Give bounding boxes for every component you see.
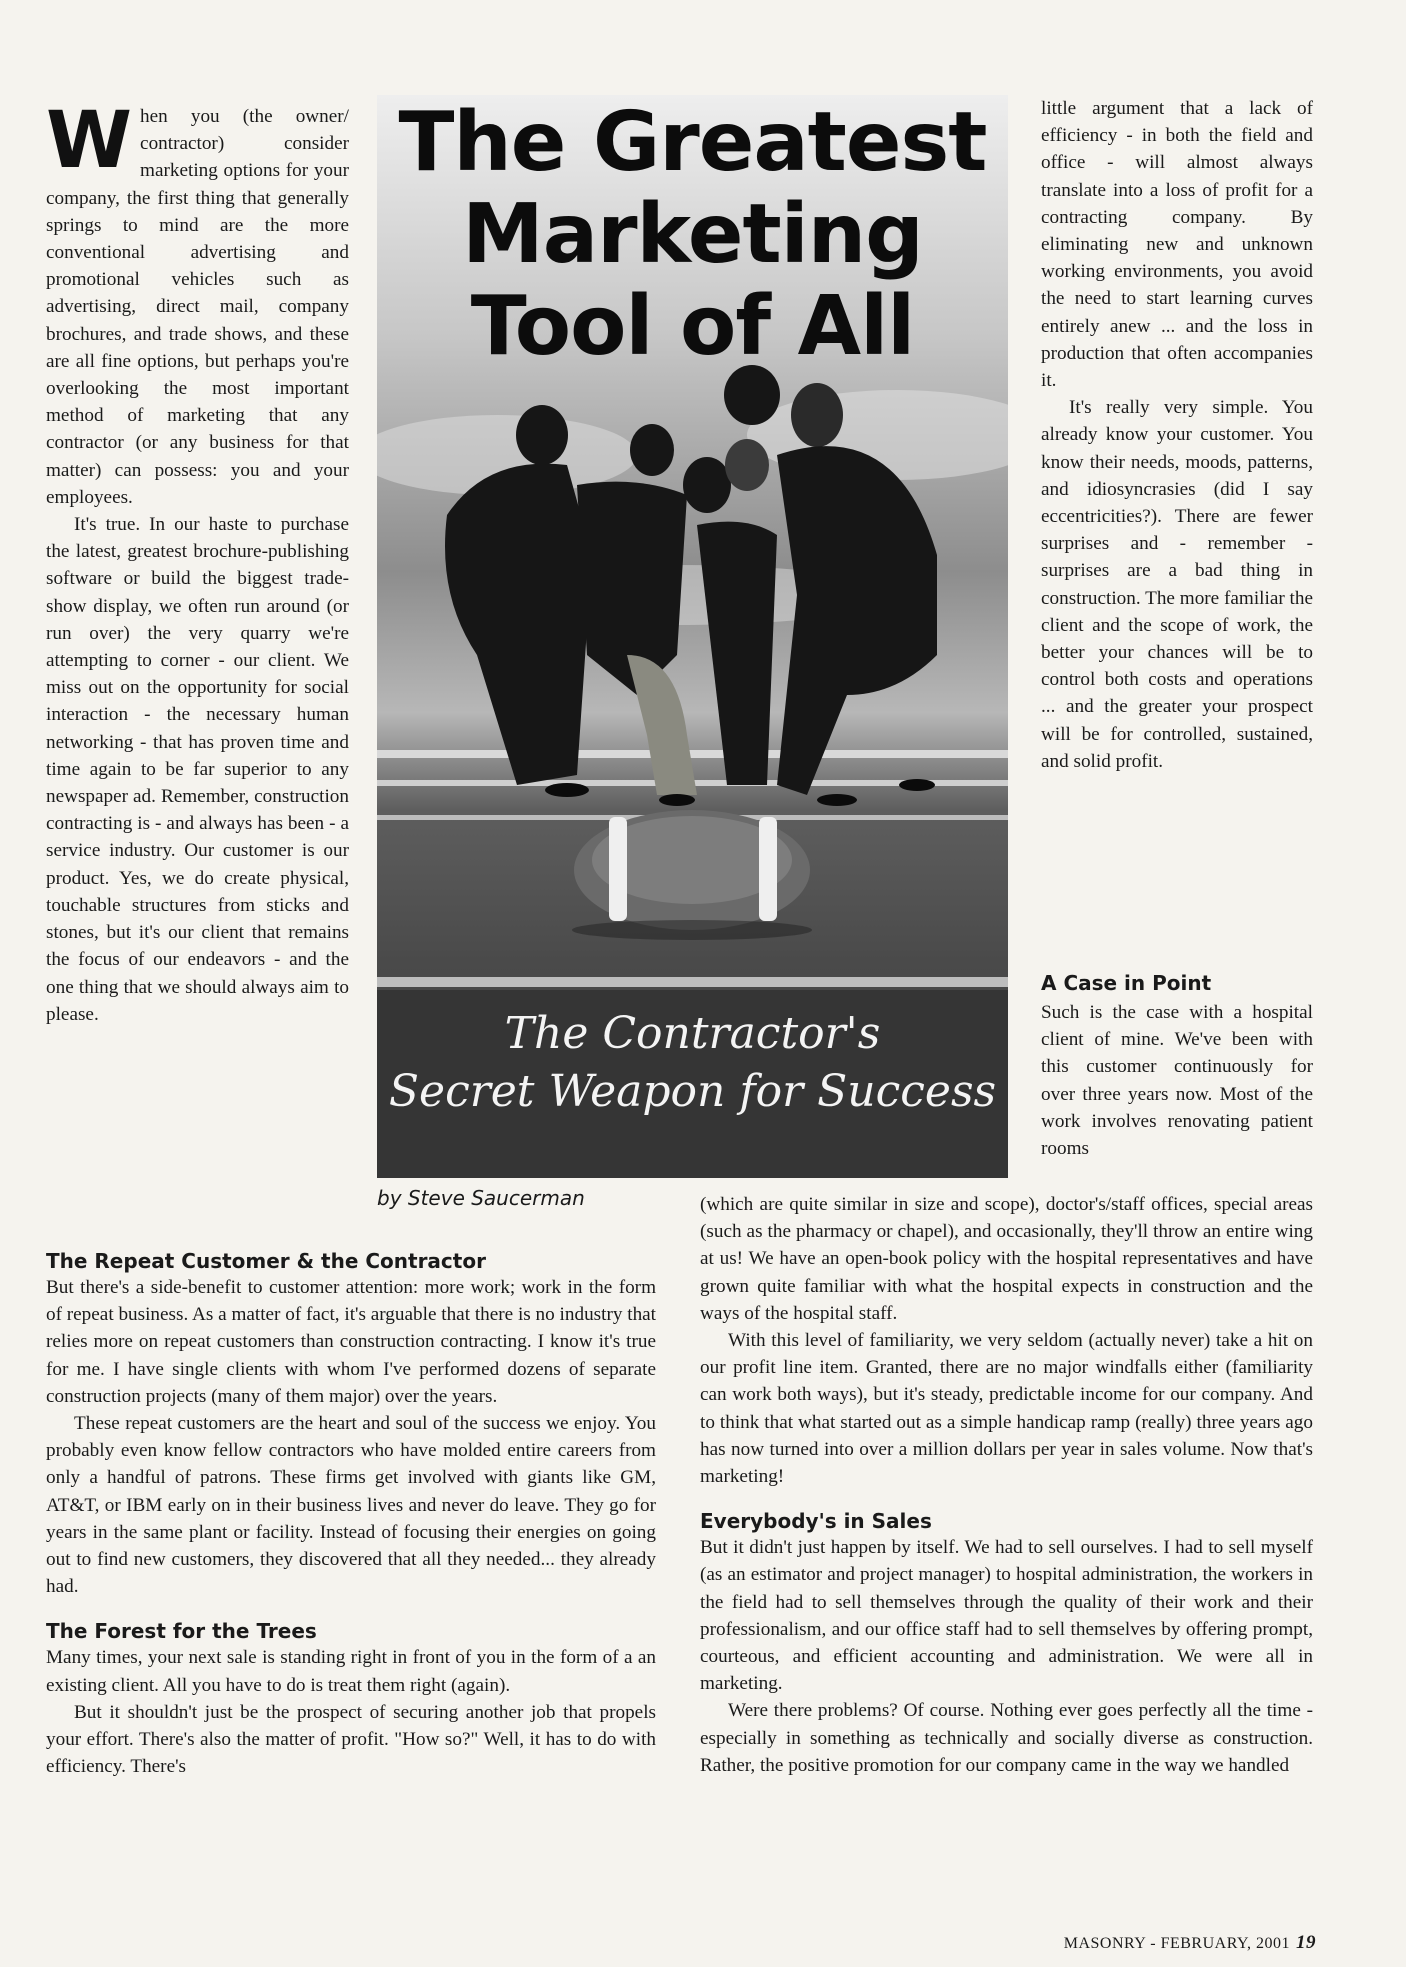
bottom-right-column — [700, 1191, 1313, 1779]
bottom-left-column — [46, 1248, 656, 1780]
bottom-right-paragraph-4: Were there problems? Of course. Nothing ever goes perfectly all the time - especially in something as technically and socially diverse as construction. Rather, the positive promotion for our company came in the way we handled — [700, 1700, 1313, 1776]
column-1-paragraph-2: It's true. In our haste to purchase the latest, greatest brochure-publishing software or build the biggest trade-show display, we often run around (or run over) the very quarry we're attempting to corner - our client. We miss out on the opportunity for social interaction - the necessary human networking - that has proven time and time again to be far superior to any newspaper ad. Remember, construction contracting is - and always has been - a service industry. Our customer is our product. Yes, we do create physical, touchable structures from sticks and stones, but it's our client that remains the focus of our endeavors - and the one thing that we should always aim to please. — [46, 514, 349, 1025]
page-number: 19 — [1296, 1932, 1316, 1953]
byline: by Steve Saucerman — [377, 1186, 585, 1210]
bottom-left-paragraph-2: These repeat customers are the heart and soul of the success we enjoy. You probably even know fellow contractors who have molded entire careers from only a handful of patrons. These firms get involved with giants like GM, AT&T, or IBM early on in their business lives and never do leave. They go for years in the same plant or facility. Instead of focusing their energies on going out to find new customers, they discovered that all they needed... they already had. — [46, 1413, 656, 1598]
article-subtitle — [377, 1005, 1008, 1121]
case-paragraph: Such is the case with a hospital client of mine. We've been with this customer continuously for over three years now. Most of the work involves renovating patient rooms — [1041, 1002, 1313, 1160]
bottom-right-paragraph-2: With this level of familiarity, we very seldom (actually never) take a hit on our profit line item. Granted, there are no major windfalls either (familiarity can work both ways), but it's steady, predictable income for our company. And to think that what started out as a simple handicap ramp (really) three years ago has now turned into over a million dollars per year in sales volume. Now that's marketing! — [700, 1330, 1313, 1488]
subtitle-line-1: The Contractor's — [504, 1008, 881, 1059]
article-title: The Greatest Marketing Tool of All — [398, 95, 987, 374]
heading-everybody-sales: Everybody's in Sales — [700, 1509, 932, 1534]
heading-case-in-point: A Case in Point — [1041, 971, 1212, 995]
case-in-point-text — [1041, 999, 1313, 1162]
column-1-paragraph-1: When you (the owner/ contractor) consider marketing options for your company, the first thing that generally springs to mind are the more conventional advertising and promotional vehicles such as advertising, direct mail, company brochures, and trade shows, and these are all fine options, but perhaps you're overlooking the most important method of marketing that any contractor (or any business for that matter) can possess: you and your employees. — [46, 96, 349, 508]
bottom-right-paragraph-3: But it didn't just happen by itself. We had to sell ourselves. I had to sell myself (as an estimator and project manager) to hospital administration, the workers in the field had to sell themselves through the quality of their work and their professionalism, and our office staff had to sell themselves by offering prompt, courteous, and efficient accounting and administration. We were all in marketing. — [700, 1537, 1313, 1695]
heading-forest-trees: The Forest for the Trees — [46, 1619, 317, 1644]
bottom-left-paragraph-1: But there's a side-benefit to customer attention: more work; work in the form of repeat business. As a matter of fact, it's arguable that there is no industry that relies more on repeat customers than construction contracting. I know it's true for me. I have single clients with whom I've performed dozens of separate construction projects (many of them major) over the years. — [46, 1277, 657, 1407]
column-3-paragraph-1: little argument that a lack of efficiency - in both the field and office - will almost always translate into a loss of profit for a contracting company. By eliminating new and unknown working environments, you avoid the need to start learning curves entirely anew ... and the loss in production that often accompanies it. — [1041, 98, 1313, 392]
subtitle-line-2: Secret Weapon for Success — [388, 1066, 997, 1117]
publication-name: MASONRY - FEBRUARY, 2001 — [1063, 1935, 1290, 1952]
bottom-left-paragraph-3: Many times, your next sale is standing right in front of you in the form of a an existing client. All you have to do is treat them right (again). — [46, 1647, 656, 1696]
column-3-paragraph-2: It's really very simple. You already know your customer. You know their needs, moods, patterns, and idiosyncrasies (did I say eccentricities?). There are fewer surprises and - remember - surprises are a bad thing in construction. The more familiar the client and the scope of work, the better your chances will be to control both costs and operations ... and the greater your prospect will be for controlled, sustained, and solid profit. — [1041, 397, 1313, 772]
bottom-left-paragraph-4: But it shouldn't just be the prospect of securing another job that propels your effort. There's also the matter of profit. "How so?" Well, it has to do with efficiency. There's — [46, 1701, 656, 1778]
page-footer — [1064, 1932, 1316, 1954]
heading-repeat-customer: The Repeat Customer & the Contractor — [46, 1249, 486, 1273]
column-1 — [46, 96, 349, 1028]
hero-image — [377, 95, 1008, 1178]
bottom-right-paragraph-1: (which are quite similar in size and scope), doctor's/staff offices, special areas (such as the pharmacy or chapel), and occasionally, they'll throw an entire wing at us! We have an open-book policy with the hospital representatives and have grown quite familiar with what the hospital expects in construction and the ways of the hospital staff. — [700, 1194, 1313, 1324]
drop-cap: W — [46, 96, 133, 186]
column-3 — [1041, 95, 1313, 775]
